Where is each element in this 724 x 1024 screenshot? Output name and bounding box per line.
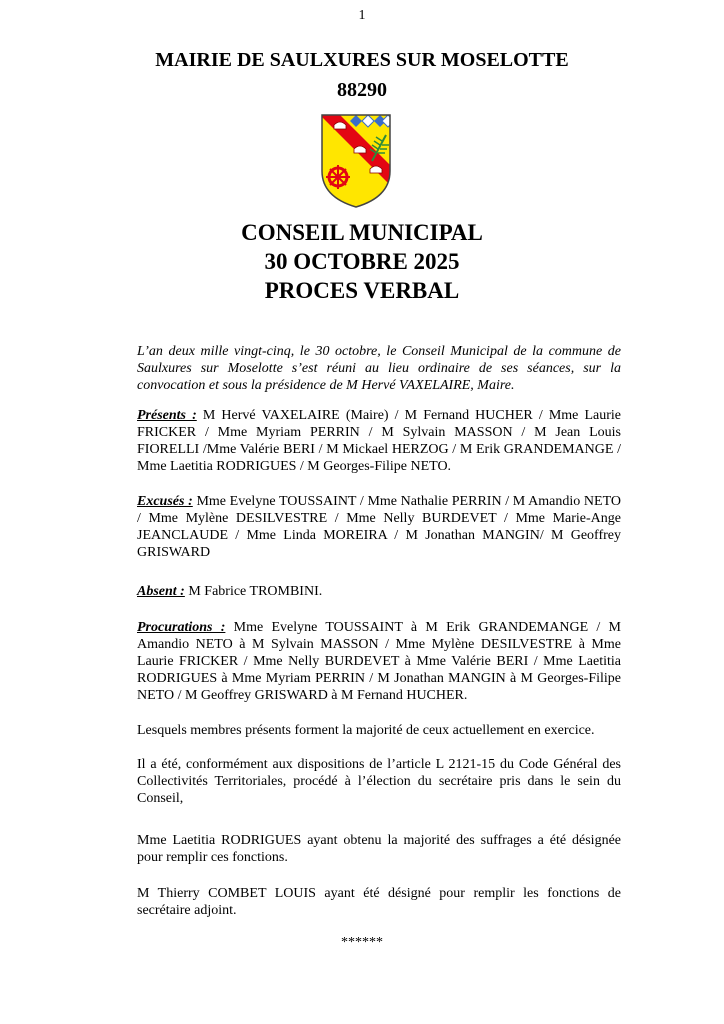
- presents-paragraph: [137, 407, 621, 475]
- presents-label: Présents :: [137, 408, 197, 423]
- postcode: 88290: [337, 79, 387, 101]
- majority-paragraph: Lesquels membres présents forment la majorité de ceux actuellement en exercice.: [137, 723, 595, 738]
- council-titles: [0, 218, 724, 305]
- procurations-label: Procurations :: [137, 620, 226, 635]
- coat-of-arms-icon: [320, 113, 392, 209]
- absent-label: Absent :: [137, 584, 185, 599]
- excuses-paragraph: [137, 493, 621, 561]
- mairie-title: MAIRIE DE SAULXURES SUR MOSELOTTE: [155, 49, 569, 71]
- presents-text: M Hervé VAXELAIRE (Maire) / M Fernand HUCHER / Mme Laurie FRICKER / Mme Myriam PERRIN / M Sylvain MASSON / M Jean Louis FIORELLI /Mme Valérie BERI / M Mickael HERZOG / M Erik GRANDEMANGE / Mme Laetitia RODRIGUES / M Georges-Filipe NETO.: [137, 408, 621, 474]
- deputy-secretary-paragraph: M Thierry COMBET LOUIS ayant été désigné pour remplir les fonctions de secrétaire adjoint.: [137, 886, 621, 918]
- excuses-text: Mme Evelyne TOUSSAINT / Mme Nathalie PERRIN / M Amandio NETO / Mme Mylène DESILVESTRE / Mme Nelly BURDEVET / Mme Marie-Ange JEANCLAUDE / Mme Linda MOREIRA / M Jonathan MANGIN/ M Geoffrey GRISWARD: [137, 494, 621, 560]
- page-number: 1: [358, 8, 366, 23]
- absent-paragraph: [137, 583, 621, 600]
- absent-text: M Fabrice TROMBINI.: [184, 584, 323, 599]
- procurations-text: Mme Evelyne TOUSSAINT à M Erik GRANDEMANGE / M Amandio NETO à M Sylvain MASSON / Mme Mylène DESILVESTRE à Mme Laurie FRICKER / Mme Nelly BURDEVET à Mme Valérie BERI / Mme Laetitia RODRIGUES à Mme Myriam PERRIN / M Jonathan MANGIN à M Georges-Filipe NETO / M Geoffrey GRISWARD à M Fernand HUCHER.: [137, 620, 621, 703]
- excuses-label: Excusés :: [137, 494, 193, 509]
- intro-paragraph: L’an deux mille vingt-cinq, le 30 octobre, le Conseil Municipal de la commune de Saulxures sur Moselotte s’est réuni au lieu ordinaire de ses séances, sur la convocation et sous la présidence de M Hervé VAXELAIRE, Maire.: [137, 344, 621, 393]
- meeting-date: 30 OCTOBRE 2025: [264, 249, 460, 274]
- article-paragraph: Il a été, conformément aux dispositions de l’article L 2121-15 du Code Général des Collectivités Territoriales, procédé à l’élection du secrétaire pris dans le sein du Conseil,: [137, 757, 621, 806]
- document-type: PROCES VERBAL: [264, 278, 460, 303]
- procurations-paragraph: [137, 619, 621, 704]
- end-mark: ******: [341, 935, 383, 950]
- secretary-paragraph: Mme Laetitia RODRIGUES ayant obtenu la majorité des suffrages a été désignée pour remplir ces fonctions.: [137, 833, 621, 865]
- council-title: CONSEIL MUNICIPAL: [241, 220, 483, 245]
